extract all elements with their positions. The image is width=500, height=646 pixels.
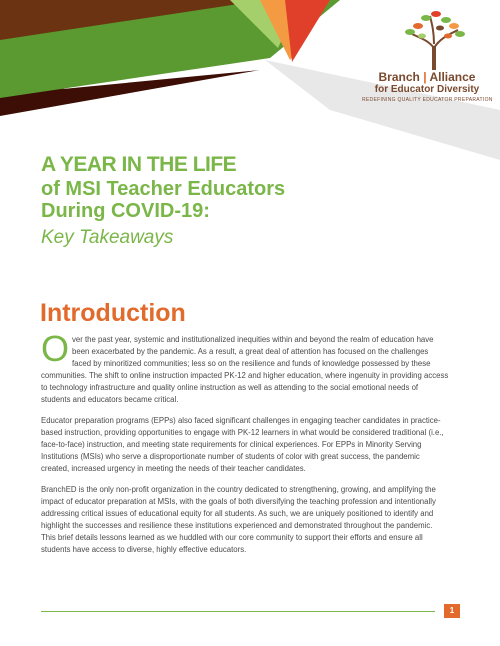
title-line-1: A YEAR IN THE LIFE [41,153,237,176]
page-number: 1 [444,604,460,618]
tree-logo [392,8,476,70]
section-heading-introduction: Introduction [40,299,186,327]
brand-name-line2: for Educator Diversity [374,84,480,95]
document-title [41,152,461,252]
brand-tagline: REDEFINING QUALITY EDUCATOR PREPARATION [362,97,493,103]
paragraph-3: BranchED is the only non-profit organization in the country dedicated to strengthening, growing, and amplifying the impact of educator preparation at MSIs, with the goals of both diversifying the teaching profession and intentionally addressing critical issues of educational equity for all students. As such, we are uniquely positioned to identify and highlight the successes and resilience these institutions experienced and demonstrated throughout the pandemic. This brief details lessons learned as we huddled with our core community to support their efforts and ensure all students have access to diverse, highly effective educators. [41,485,436,554]
footer-divider [41,611,435,612]
ampersand-icon: | [423,70,427,84]
brand-name-line1: Branch | Alliance [378,70,476,84]
title-line-3: During COVID-19: [41,200,210,222]
brand-logo-text [362,70,492,104]
title-line-2: of MSI Teacher Educators [41,178,286,200]
drop-cap: O [41,328,70,369]
title-subtitle: Key Takeaways [41,227,174,248]
paragraph-1: Over the past year, systemic and institutionalized inequities within and beyond the realm of education have been exacerbated by the pandemic. As a result, a great deal of attention has focused on the challenges faced by minoritized communities; less so on the resilience and funds of knowledge possessed by these communities. The shift to online instruction impacted PK-12 and higher education, where ingenuity in providing access to technology infrastructure and quality online instruction as well as attending to the social emotional needs of students and educators became critical. [41,328,449,404]
paragraph-2: Educator preparation programs (EPPs) also faced significant challenges in engaging teacher candidates in practice-based instruction, providing opportunities to engage with PK-12 learners in what would be considered traditional (i.e., face-to-face) instruction, and meeting state requirements for clinical experiences. For EPPs in Minority Serving Institutions (MSIs) who serve a disproportionate number of students of color with great success, the pandemic created, increased urgency in meeting the needs of their teacher candidates. [41,416,444,473]
body-text [41,328,449,565]
